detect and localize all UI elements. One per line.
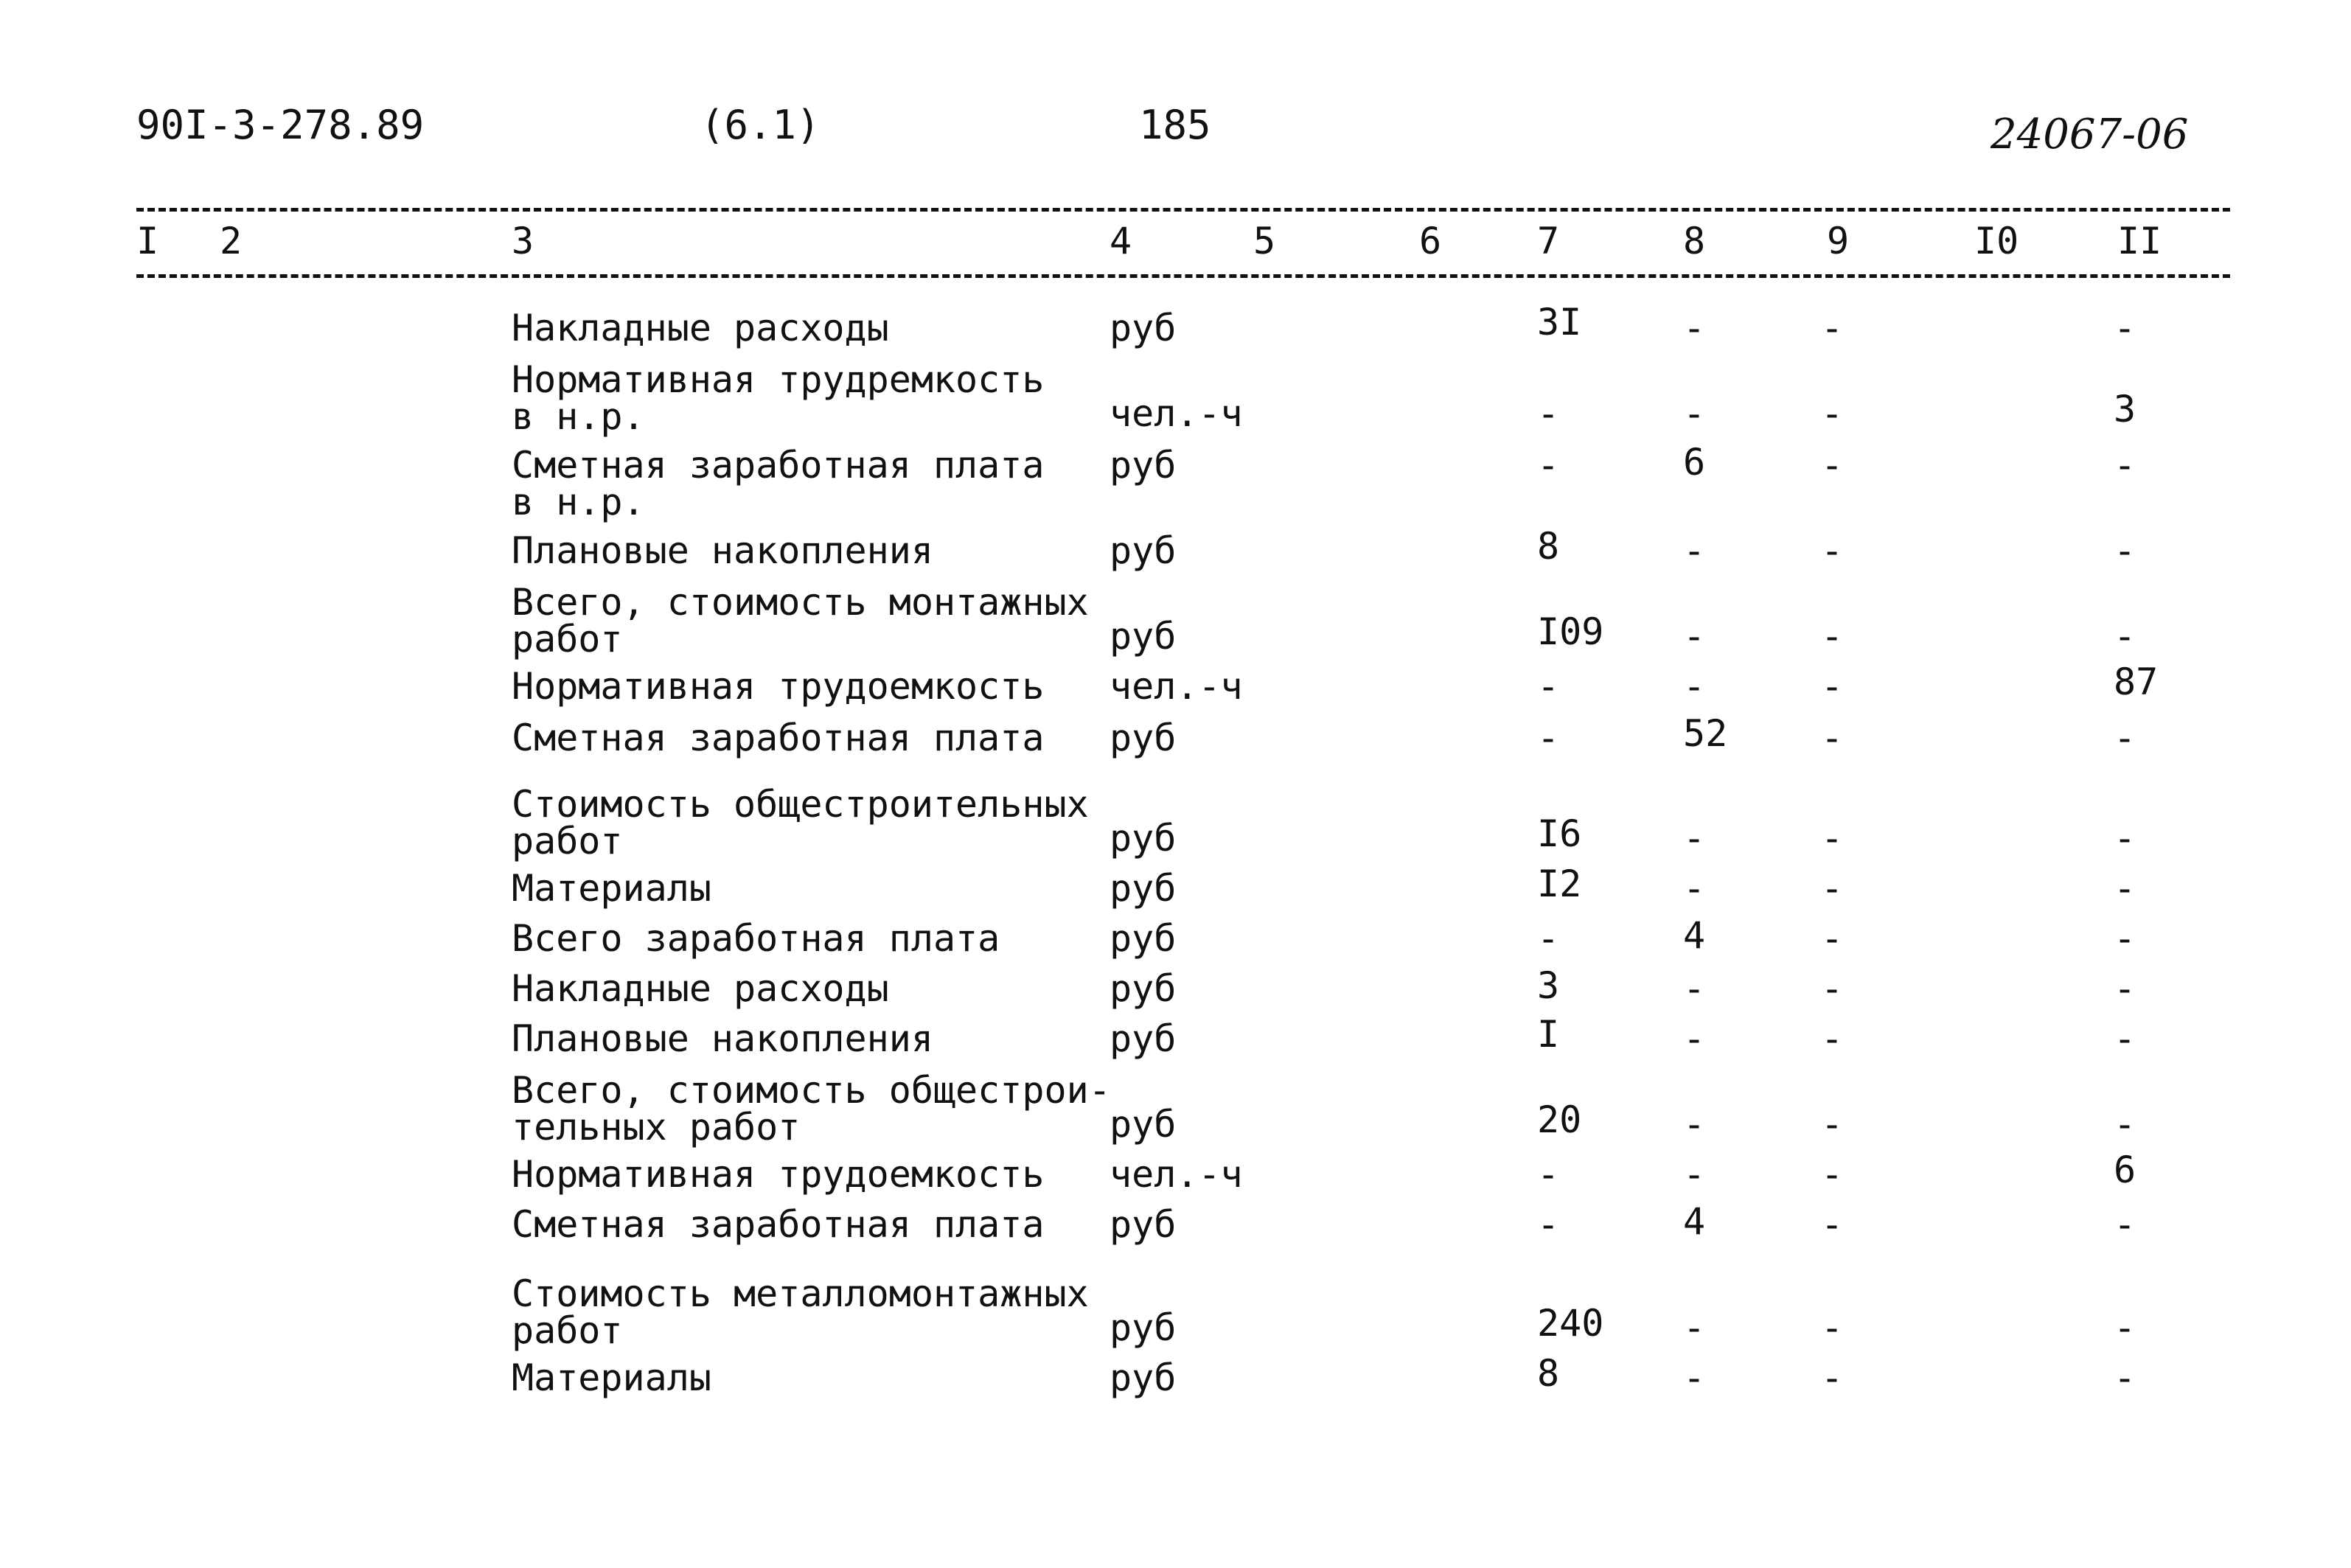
value-col7: 8 (1537, 1352, 1560, 1395)
item-name: Сметная заработная плата (512, 1203, 1045, 1246)
item-name: Плановые накопления (512, 529, 933, 572)
value-col9: - (1821, 867, 1844, 910)
value-col8: - (1683, 817, 1706, 860)
column-number: I0 (1974, 220, 2019, 262)
item-unit: руб (1110, 529, 1177, 572)
item-name: Всего, стоимость общестрои- тельных работ (512, 1069, 1111, 1149)
item-name: Накладные расходы (512, 307, 889, 349)
value-col8: - (1683, 1306, 1706, 1349)
value-col9: - (1821, 967, 1844, 1010)
value-col9: - (1821, 615, 1844, 658)
value-col8: 6 (1683, 441, 1706, 484)
column-number: II (2117, 220, 2162, 262)
value-col11: 6 (2114, 1149, 2136, 1191)
value-col9: - (1821, 1356, 1844, 1399)
item-name: Нормативная трудоемкость (512, 1153, 1045, 1196)
item-unit: руб (1110, 307, 1177, 349)
item-name: Всего, стоимость монтажных работ (512, 581, 1089, 661)
value-col11: - (2114, 967, 2136, 1010)
value-col11: - (2114, 1356, 2136, 1399)
value-col11: - (2114, 917, 2136, 960)
item-unit: руб (1110, 1306, 1177, 1349)
item-name: Материалы (512, 1356, 711, 1399)
value-col11: - (2114, 867, 2136, 910)
value-col9: - (1821, 529, 1844, 572)
value-col11: - (2114, 717, 2136, 759)
value-col11: 87 (2114, 661, 2159, 703)
table-row (0, 1352, 2351, 1463)
item-unit: чел.-ч (1110, 1153, 1243, 1196)
section-number: (6.1) (700, 102, 821, 148)
value-col9: - (1821, 392, 1844, 435)
value-col7: I6 (1537, 812, 1582, 855)
value-col9: - (1821, 1153, 1844, 1196)
value-col11: - (2114, 444, 2136, 487)
item-name: Стоимость общестроительных работ (512, 783, 1089, 863)
column-number: 2 (220, 220, 243, 262)
value-col8: 4 (1683, 1200, 1706, 1243)
value-col9: - (1821, 1203, 1844, 1246)
value-col9: - (1821, 1103, 1844, 1146)
value-col8: - (1683, 1103, 1706, 1146)
column-number: 5 (1253, 220, 1276, 262)
value-col7: - (1537, 444, 1560, 487)
value-col8: - (1683, 1356, 1706, 1399)
item-name: Всего заработная плата (512, 917, 1000, 960)
column-number: 9 (1827, 220, 1850, 262)
column-number: 7 (1537, 220, 1560, 262)
item-unit: руб (1110, 1203, 1177, 1246)
item-name: Сметная заработная плата (512, 717, 1045, 759)
value-col8: - (1683, 392, 1706, 435)
item-unit: руб (1110, 817, 1177, 860)
value-col8: 52 (1683, 712, 1728, 755)
value-col9: - (1821, 307, 1844, 349)
column-number: 6 (1419, 220, 1442, 262)
value-col8: - (1683, 307, 1706, 349)
value-col7: - (1537, 917, 1560, 960)
column-number: I (136, 220, 159, 262)
column-number: 8 (1683, 220, 1706, 262)
item-name: Накладные расходы (512, 967, 889, 1010)
item-unit: руб (1110, 917, 1177, 960)
item-name: Стоимость металломонтажных работ (512, 1272, 1089, 1352)
value-col11: 3 (2114, 388, 2136, 431)
value-col8: - (1683, 665, 1706, 708)
value-col7: I09 (1537, 610, 1604, 653)
item-name: Плановые накопления (512, 1017, 933, 1060)
item-unit: руб (1110, 717, 1177, 759)
value-col7: 240 (1537, 1302, 1604, 1345)
value-col7: I2 (1537, 863, 1582, 905)
value-col7: 3I (1537, 301, 1582, 344)
value-col9: - (1821, 817, 1844, 860)
value-col8: - (1683, 615, 1706, 658)
value-col9: - (1821, 1306, 1844, 1349)
item-unit: руб (1110, 1356, 1177, 1399)
item-unit: руб (1110, 1017, 1177, 1060)
value-col11: - (2114, 1203, 2136, 1246)
value-col7: - (1537, 1203, 1560, 1246)
value-col7: - (1537, 665, 1560, 708)
item-unit: руб (1110, 444, 1177, 487)
value-col7: 3 (1537, 964, 1560, 1007)
page-number: 185 (1139, 102, 1211, 148)
value-col8: 4 (1683, 914, 1706, 957)
value-col7: 20 (1537, 1098, 1582, 1141)
value-col7: I (1537, 1013, 1560, 1056)
column-number: 4 (1110, 220, 1132, 262)
item-unit: руб (1110, 967, 1177, 1010)
value-col9: - (1821, 717, 1844, 759)
item-name: Материалы (512, 867, 711, 910)
value-col8: - (1683, 867, 1706, 910)
header-top-rule (136, 208, 2230, 212)
item-name: Нормативная трудремкость в н.р. (512, 358, 1045, 438)
value-col8: - (1683, 1153, 1706, 1196)
value-col11: - (2114, 817, 2136, 860)
value-col11: - (2114, 529, 2136, 572)
value-col7: 8 (1537, 525, 1560, 568)
value-col11: - (2114, 1306, 2136, 1349)
column-number: 3 (512, 220, 534, 262)
item-unit: руб (1110, 615, 1177, 658)
value-col9: - (1821, 665, 1844, 708)
value-col8: - (1683, 1017, 1706, 1060)
value-col7: - (1537, 392, 1560, 435)
item-name: Нормативная трудоемкость (512, 665, 1045, 708)
value-col8: - (1683, 529, 1706, 572)
header-bottom-rule (136, 274, 2230, 278)
handwritten-reference: 24067-06 (1990, 111, 2189, 158)
item-unit: чел.-ч (1110, 392, 1243, 435)
value-col9: - (1821, 1017, 1844, 1060)
item-unit: руб (1110, 1103, 1177, 1146)
item-unit: чел.-ч (1110, 665, 1243, 708)
item-name: Сметная заработная плата в н.р. (512, 444, 1045, 523)
value-col11: - (2114, 615, 2136, 658)
value-col9: - (1821, 917, 1844, 960)
item-unit: руб (1110, 867, 1177, 910)
value-col8: - (1683, 967, 1706, 1010)
value-col11: - (2114, 1017, 2136, 1060)
value-col9: - (1821, 444, 1844, 487)
document-code: 90I-3-278.89 (136, 102, 425, 148)
value-col11: - (2114, 1103, 2136, 1146)
value-col11: - (2114, 307, 2136, 349)
value-col7: - (1537, 1153, 1560, 1196)
value-col7: - (1537, 717, 1560, 759)
